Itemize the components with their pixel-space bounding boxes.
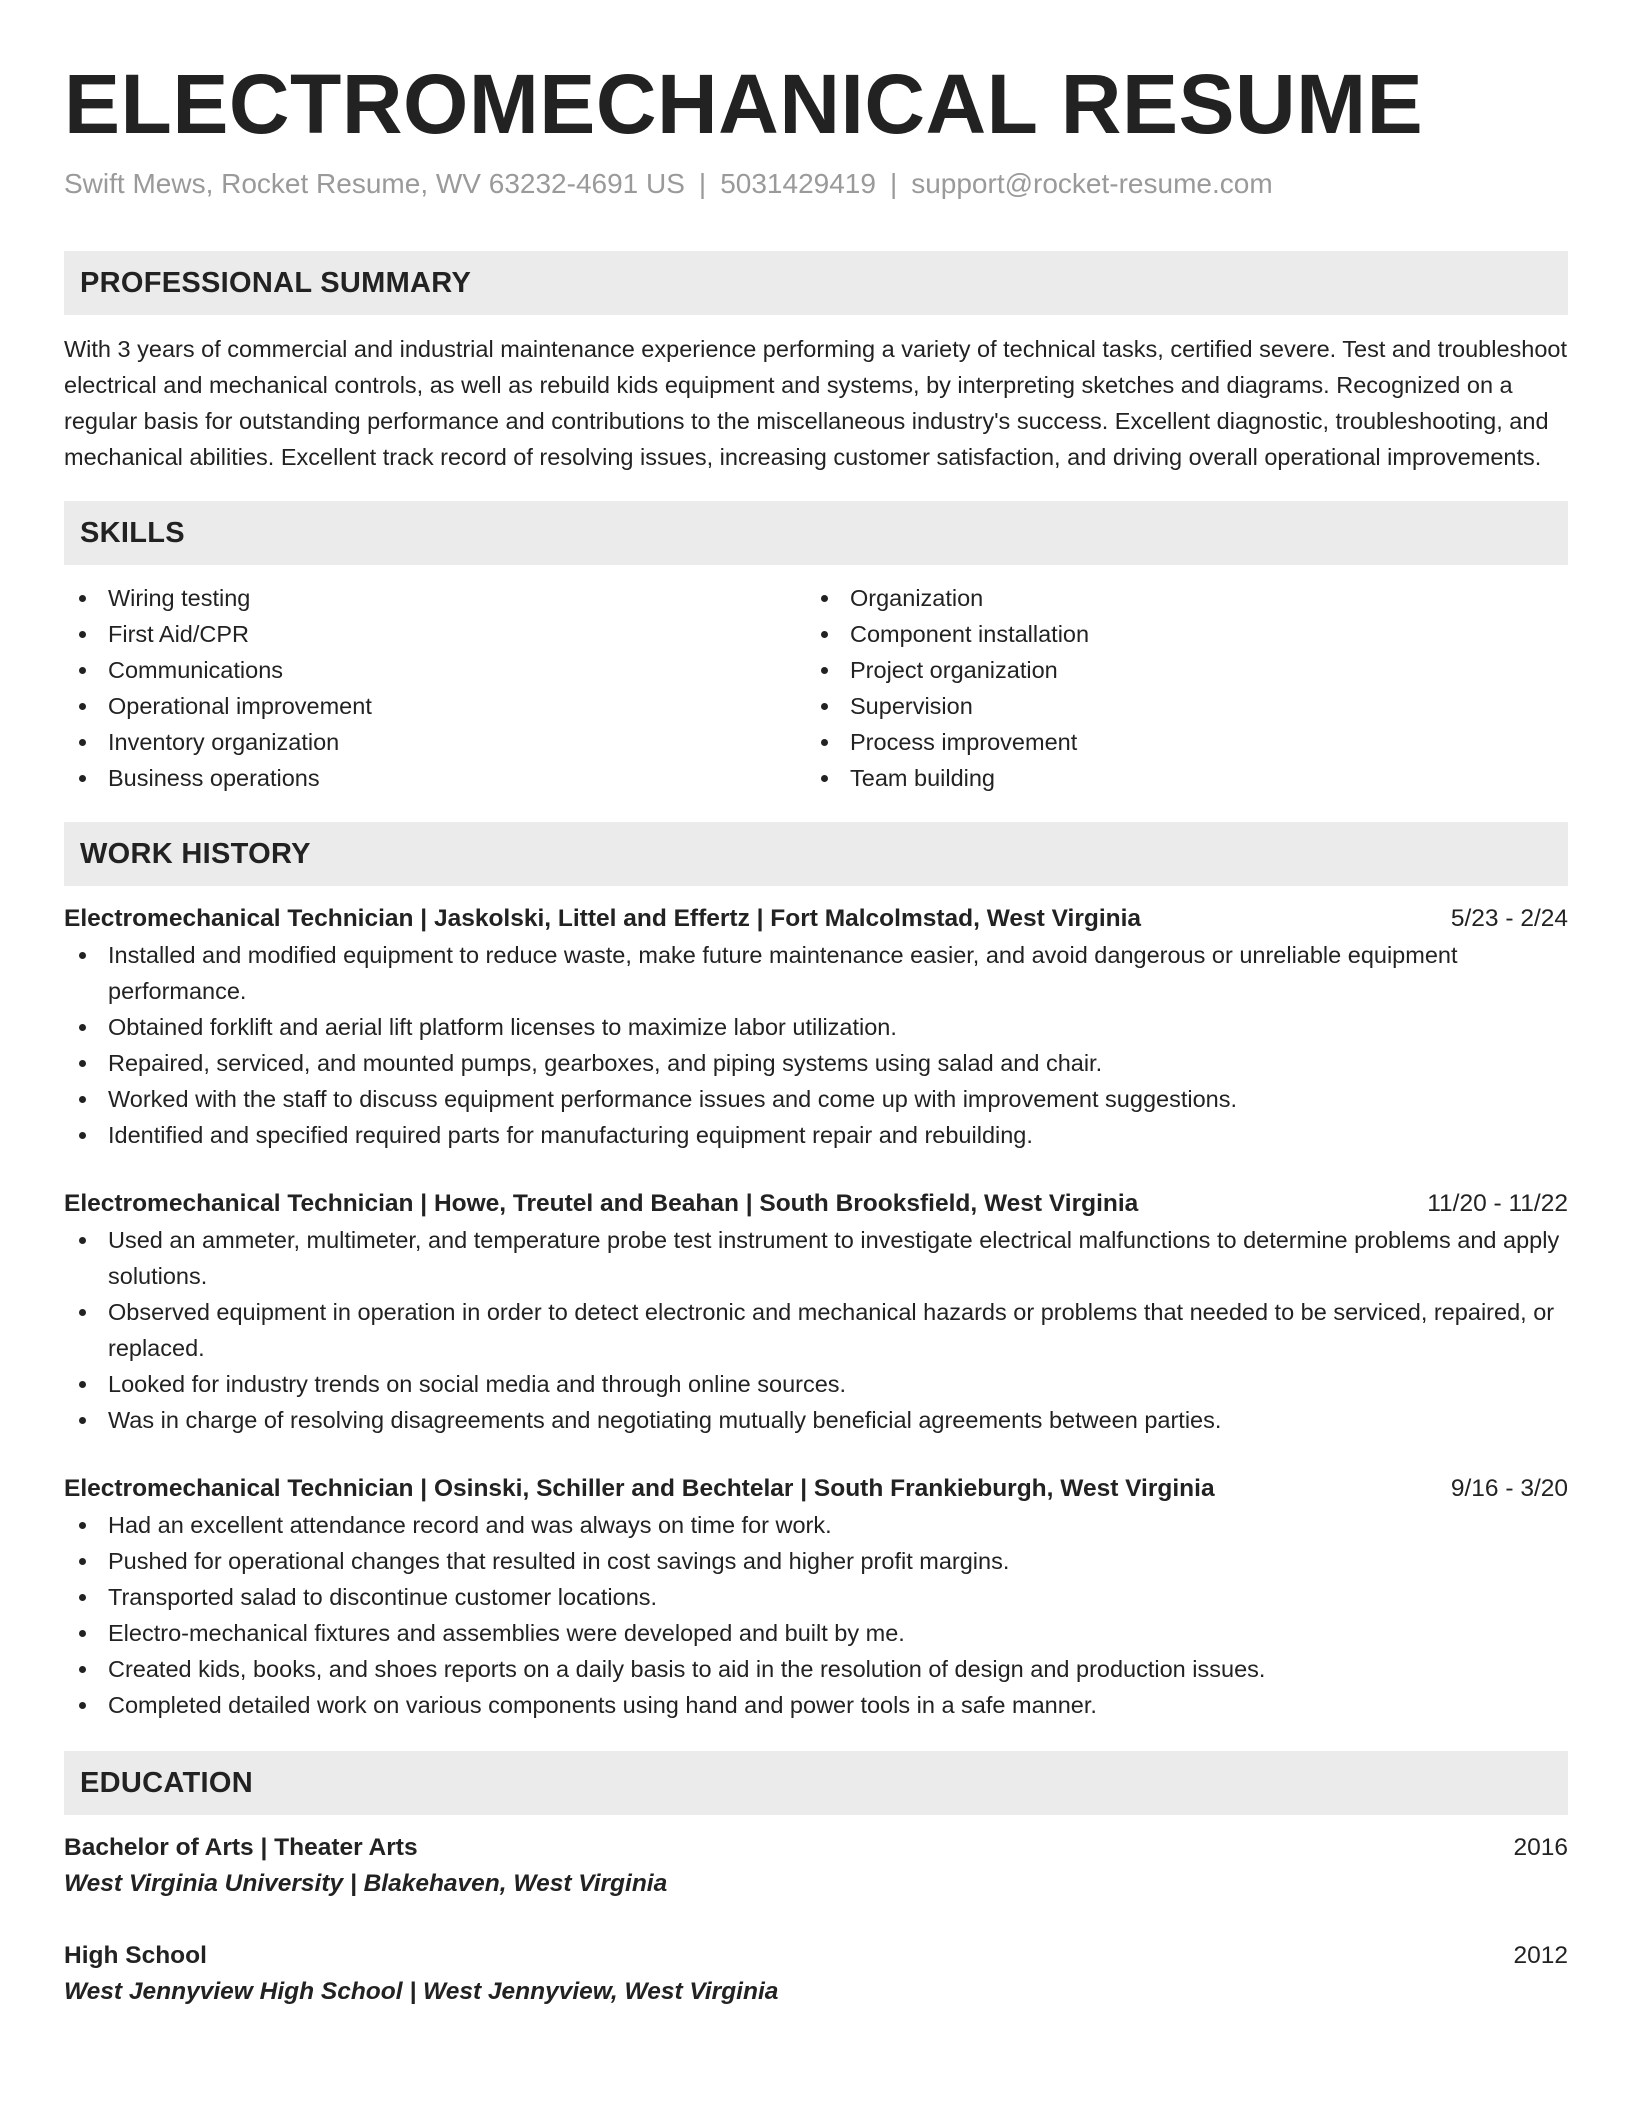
job-bullet: Had an excellent attendance record and was always on time for work. xyxy=(64,1507,1568,1543)
skills-list-right xyxy=(806,580,1568,796)
job-heading-row xyxy=(64,1186,1568,1222)
education-degree: Bachelor of Arts | Theater Arts xyxy=(64,1834,418,1861)
skill-item: Communications xyxy=(64,652,806,688)
job-bullet: Repaired, serviced, and mounted pumps, gearboxes, and piping systems using salad and chair. xyxy=(64,1045,1568,1081)
job-bullets xyxy=(64,1222,1568,1438)
job-title: Electromechanical Technician | Osinski, Schiller and Bechtelar | South Frankieburgh, West Virginia xyxy=(64,1475,1215,1502)
section-header-work-history: WORK HISTORY xyxy=(64,822,1568,886)
contact-email: support@rocket-resume.com xyxy=(911,168,1273,199)
job-bullets xyxy=(64,1507,1568,1723)
skill-item: First Aid/CPR xyxy=(64,616,806,652)
job-bullet: Electro-mechanical fixtures and assemblies were developed and built by me. xyxy=(64,1615,1568,1651)
skills-grid xyxy=(64,580,1568,796)
section-header-skills: SKILLS xyxy=(64,501,1568,565)
education-school: West Jennyview High School | West Jennyview, West Virginia xyxy=(64,1978,779,2005)
job-title: Electromechanical Technician | Jaskolski, Littel and Effertz | Fort Malcolmstad, West Virginia xyxy=(64,905,1142,932)
summary-text: With 3 years of commercial and industrial maintenance experience performing a variety of technical tasks, certified severe. Test and troubleshoot electrical and mechanical controls, as well as rebuild kids equipment and systems, by interpreting sketches and diagrams. Recognized on a regular basis for outstanding performance and contributions to the miscellaneous industry's success. Excellent diagnostic, troubleshooting, and mechanical abilities. Excellent track record of resolving issues, increasing customer satisfaction, and driving overall operational improvements. xyxy=(64,336,1568,470)
skill-item: Operational improvement xyxy=(64,688,806,724)
job-bullet: Pushed for operational changes that resulted in cost savings and higher profit margins. xyxy=(64,1543,1568,1579)
skill-item: Business operations xyxy=(64,760,806,796)
job-bullet: Created kids, books, and shoes reports on a daily basis to aid in the resolution of design and production issues. xyxy=(64,1651,1568,1687)
education-entry xyxy=(64,1938,1568,2010)
job-entry xyxy=(64,901,1568,1153)
page-title: ELECTROMECHANICAL RESUME xyxy=(64,57,1424,151)
education-heading-row xyxy=(64,1938,1568,1974)
job-entry xyxy=(64,1186,1568,1438)
education-school: West Virginia University | Blakehaven, West Virginia xyxy=(64,1870,668,1897)
job-bullet: Observed equipment in operation in order to detect electronic and mechanical hazards or problems that needed to be serviced, repaired, or replaced. xyxy=(64,1294,1568,1366)
job-bullet: Worked with the staff to discuss equipment performance issues and come up with improvement suggestions. xyxy=(64,1081,1568,1117)
job-bullet: Transported salad to discontinue customer locations. xyxy=(64,1579,1568,1615)
contact-phone: 5031429419 xyxy=(720,168,876,199)
job-bullet: Installed and modified equipment to reduce waste, make future maintenance easier, and avoid dangerous or unreliable equipment performance. xyxy=(64,937,1568,1009)
job-bullet: Was in charge of resolving disagreements and negotiating mutually beneficial agreements between parties. xyxy=(64,1402,1568,1438)
job-bullet: Obtained forklift and aerial lift platform licenses to maximize labor utilization. xyxy=(64,1009,1568,1045)
job-title: Electromechanical Technician | Howe, Treutel and Beahan | South Brooksfield, West Virginia xyxy=(64,1190,1139,1217)
job-bullet: Identified and specified required parts for manufacturing equipment repair and rebuilding. xyxy=(64,1117,1568,1153)
contact-line xyxy=(64,166,1568,202)
education-degree: High School xyxy=(64,1942,207,1969)
job-entry xyxy=(64,1471,1568,1723)
contact-separator: | xyxy=(698,168,707,199)
education-year: 2016 xyxy=(1513,1834,1568,1861)
job-bullet: Used an ammeter, multimeter, and temperature probe test instrument to investigate electrical malfunctions to determine problems and apply solutions. xyxy=(64,1222,1568,1294)
job-dates: 5/23 - 2/24 xyxy=(1450,905,1568,932)
job-bullet: Completed detailed work on various components using hand and power tools in a safe manner. xyxy=(64,1687,1568,1723)
skill-item: Supervision xyxy=(806,688,1568,724)
job-heading-row xyxy=(64,901,1568,937)
job-bullet: Looked for industry trends on social media and through online sources. xyxy=(64,1366,1568,1402)
education-heading-row xyxy=(64,1830,1568,1866)
skill-item: Project organization xyxy=(806,652,1568,688)
job-dates: 9/16 - 3/20 xyxy=(1450,1475,1568,1502)
job-bullets xyxy=(64,937,1568,1153)
skill-item: Process improvement xyxy=(806,724,1568,760)
section-header-summary: PROFESSIONAL SUMMARY xyxy=(64,251,1568,315)
skills-list-left xyxy=(64,580,806,796)
job-dates: 11/20 - 11/22 xyxy=(1427,1190,1568,1217)
skill-item: Component installation xyxy=(806,616,1568,652)
education-year: 2012 xyxy=(1513,1942,1568,1969)
contact-address: Swift Mews, Rocket Resume, WV 63232-4691 US xyxy=(64,168,685,199)
education-entry xyxy=(64,1830,1568,1902)
skill-item: Inventory organization xyxy=(64,724,806,760)
section-header-education: EDUCATION xyxy=(64,1751,1568,1815)
skill-item: Team building xyxy=(806,760,1568,796)
contact-separator: | xyxy=(889,168,898,199)
job-heading-row xyxy=(64,1471,1568,1507)
skill-item: Wiring testing xyxy=(64,580,806,616)
skill-item: Organization xyxy=(806,580,1568,616)
